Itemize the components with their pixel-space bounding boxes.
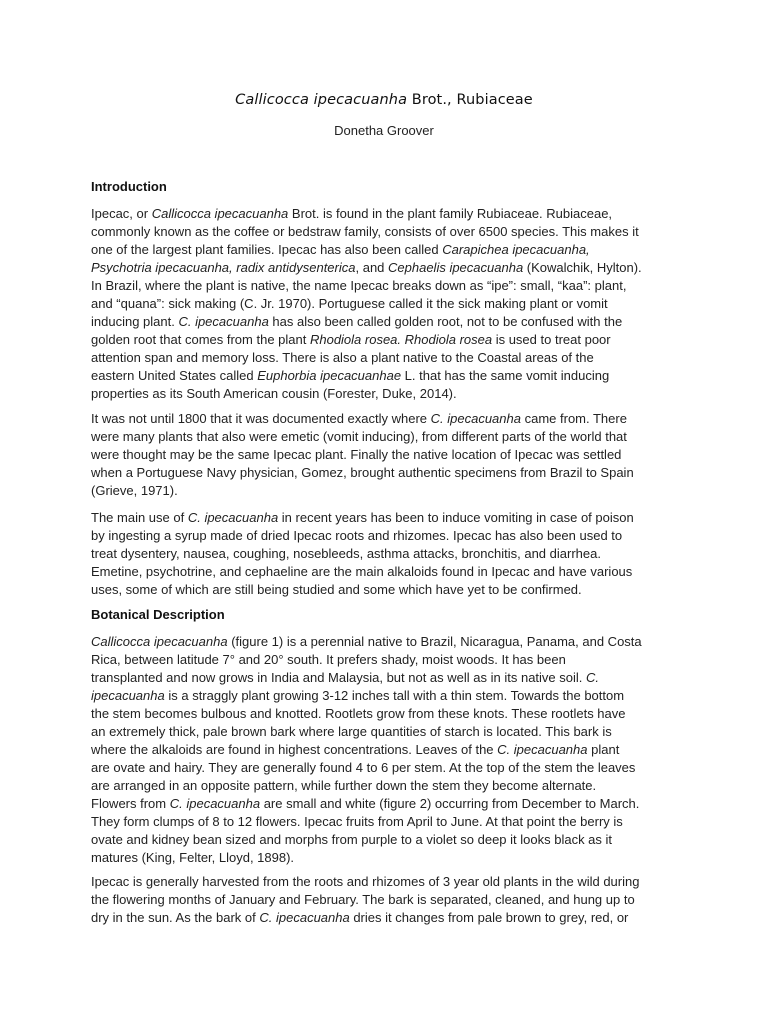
text-line (91, 705, 681, 723)
italic-run: C. ipecacuanha (259, 910, 350, 925)
text-run: golden root that comes from the plant (91, 332, 310, 347)
text-run: in recent years has been to induce vomiting in case of poison (278, 510, 634, 525)
italic-run: Rhodiola rosea. Rhodiola rosea (309, 332, 493, 347)
text-line (91, 205, 681, 223)
text-line (91, 795, 681, 813)
text-line (91, 527, 681, 545)
text-run: the stem becomes bulbous and knotted. Rootlets grow from these knots. These rootlets have (91, 706, 626, 721)
text-line (91, 831, 681, 849)
text-run: treat dysentery, nausea, coughing, nosebleeds, asthma attacks, bronchitis, and diarrhea. (91, 546, 601, 561)
text-line (91, 241, 681, 259)
text-line (91, 759, 681, 777)
heading-introduction: Introduction (91, 179, 167, 194)
text-run: matures (King, Felter, Lloyd, 1898). (91, 850, 295, 865)
text-line (91, 295, 681, 313)
text-run: were thought may be the same Ipecac plant. Finally the native location of Ipecac was settled (91, 447, 622, 462)
text-line (91, 891, 681, 909)
text-run: transplanted and now grows in India and Malaysia, but not as well as in its native soil. (91, 670, 586, 685)
italic-run: ipecacuanha (91, 688, 165, 703)
text-line (91, 349, 681, 367)
paragraph (91, 873, 681, 927)
text-line (91, 446, 681, 464)
text-run: The main use of (91, 510, 188, 525)
text-run: , and (355, 260, 389, 275)
text-run: inducing plant. (91, 314, 179, 329)
document-author: Donetha Groover (334, 123, 434, 138)
text-line (91, 873, 681, 891)
text-line (91, 410, 681, 428)
title-authority: Brot., (411, 92, 452, 108)
document-title (0, 92, 768, 108)
text-run: Ipecac is generally harvested from the roots and rhizomes of 3 year old plants in the wild during (91, 874, 640, 889)
italic-run: Carapichea ipecacuanha, (442, 242, 590, 257)
text-run: Brot. is found in the plant family Rubiaceae. Rubiaceae, (288, 206, 613, 221)
text-run: uses, some of which are still being studied and some which have yet to be confirmed. (91, 582, 582, 597)
text-run: Emetine, psychotrine, and cephaeline are the main alkaloids found in Ipecac and have various (91, 564, 633, 579)
text-line (91, 259, 681, 277)
title-species: Callicocca ipecacuanha (235, 92, 408, 108)
text-run: Rica, between latitude 7° and 20° south. It prefers shady, moist woods. It has been (91, 652, 566, 667)
italic-run: Callicocca ipecacuanha (151, 206, 289, 221)
text-run: dries it changes from pale brown to grey, red, or (349, 910, 629, 925)
text-run: (Kowalchik, Hylton). (523, 260, 642, 275)
text-run: (figure 1) is a perennial native to Brazil, Nicaragua, Panama, and Costa (227, 634, 642, 649)
text-run: dry in the sun. As the bark of (91, 910, 260, 925)
text-run: are arranged in an opposite pattern, while further down the stem they become alternate. (91, 778, 597, 793)
italic-run: C. ipecacuanha (169, 796, 261, 811)
text-run: where the alkaloids are found in highest concentrations. Leaves of the (91, 742, 498, 757)
italic-run: Cephaelis ipecacuanha (388, 260, 524, 275)
text-run: were many plants that also were emetic (vomit inducing), from different parts of the world that (91, 429, 627, 444)
text-line (91, 777, 681, 795)
text-line (91, 849, 681, 867)
text-line (91, 651, 681, 669)
text-run: and “quana”: sick making (C. Jr. 1970). Portuguese called it the sick making plant or vomit (91, 296, 608, 311)
text-run: It was not until 1800 that it was documented exactly where (91, 411, 431, 426)
paragraph (91, 410, 681, 500)
text-run: is a straggly plant growing 3-12 inches tall with a thin stem. Towards the bottom (164, 688, 625, 703)
italic-run: Callicocca ipecacuanha (91, 634, 228, 649)
italic-run: Psychotria ipecacuanha, radix antidysenterica (91, 260, 356, 275)
text-run: is used to treat poor (492, 332, 611, 347)
text-line (91, 385, 681, 403)
text-line (91, 669, 681, 687)
text-line (91, 331, 681, 349)
italic-run: C. ipecacuanha (178, 314, 269, 329)
text-line (91, 909, 681, 927)
text-run: one of the largest plant families. Ipecac has also been called (91, 242, 443, 257)
italic-run: Euphorbia ipecacuanhae (257, 368, 402, 383)
text-line (91, 277, 681, 295)
text-run: (Grieve, 1971). (91, 483, 178, 498)
text-line (91, 687, 681, 705)
paragraph (91, 509, 681, 599)
italic-run: C. ipecacuanha (187, 510, 279, 525)
text-line (91, 367, 681, 385)
text-run: Flowers from (91, 796, 170, 811)
text-run: are ovate and hairy. They are generally found 4 to 6 per stem. At the top of the stem the leaves (91, 760, 636, 775)
text-run: has also been called golden root, not to be confused with the (268, 314, 623, 329)
text-run: came from. There (520, 411, 627, 426)
italic-run: C. (586, 670, 599, 685)
italic-run: C. ipecacuanha (430, 411, 521, 426)
text-run: by ingesting a syrup made of dried Ipecac roots and rhizomes. Ipecac has also been used to (91, 528, 623, 543)
text-run: attention span and memory loss. There is also a plant native to the Coastal areas of the (91, 350, 594, 365)
text-line (91, 741, 681, 759)
text-line (91, 428, 681, 446)
text-run: L. that has the same vomit inducing (401, 368, 610, 383)
text-run: an extremely thick, pale brown bark where large quantities of starch is located. This bark is (91, 724, 612, 739)
text-run: the flowering months of January and February. The bark is separated, cleaned, and hung up to (91, 892, 635, 907)
text-run: ovate and kidney bean sized and morphs from purple to a violet so deep it looks black as it (91, 832, 613, 847)
text-run: They form clumps of 8 to 12 flowers. Ipecac fruits from April to June. At that point the berry is (91, 814, 623, 829)
text-line (91, 723, 681, 741)
text-line (91, 633, 681, 651)
paragraph (91, 205, 681, 403)
text-line (91, 581, 681, 599)
text-line (91, 563, 681, 581)
heading-botanical-description: Botanical Description (91, 607, 225, 622)
text-run: plant (587, 742, 620, 757)
text-line (91, 813, 681, 831)
text-run: In Brazil, where the plant is native, the name Ipecac breaks down as “ipe”: small, “kaa”: plant, (91, 278, 627, 293)
text-run: Ipecac, or (91, 206, 152, 221)
text-run: are small and white (figure 2) occurring from December to March. (260, 796, 640, 811)
text-run: commonly known as the coffee or bedstraw family, consists of over 6500 species. This makes it (91, 224, 639, 239)
text-line (91, 313, 681, 331)
text-line (91, 545, 681, 563)
text-line (91, 482, 681, 500)
italic-run: C. ipecacuanha (497, 742, 588, 757)
text-line (91, 509, 681, 527)
title-family: Rubiaceae (456, 92, 533, 108)
paragraph (91, 633, 681, 867)
text-run: properties as its South American cousin (Forester, Duke, 2014). (91, 386, 457, 401)
text-run: eastern United States called (91, 368, 258, 383)
text-run: when a Portuguese Navy physician, Gomez, brought authentic specimens from Brazil to Spain (91, 465, 634, 480)
text-line (91, 464, 681, 482)
text-line (91, 223, 681, 241)
